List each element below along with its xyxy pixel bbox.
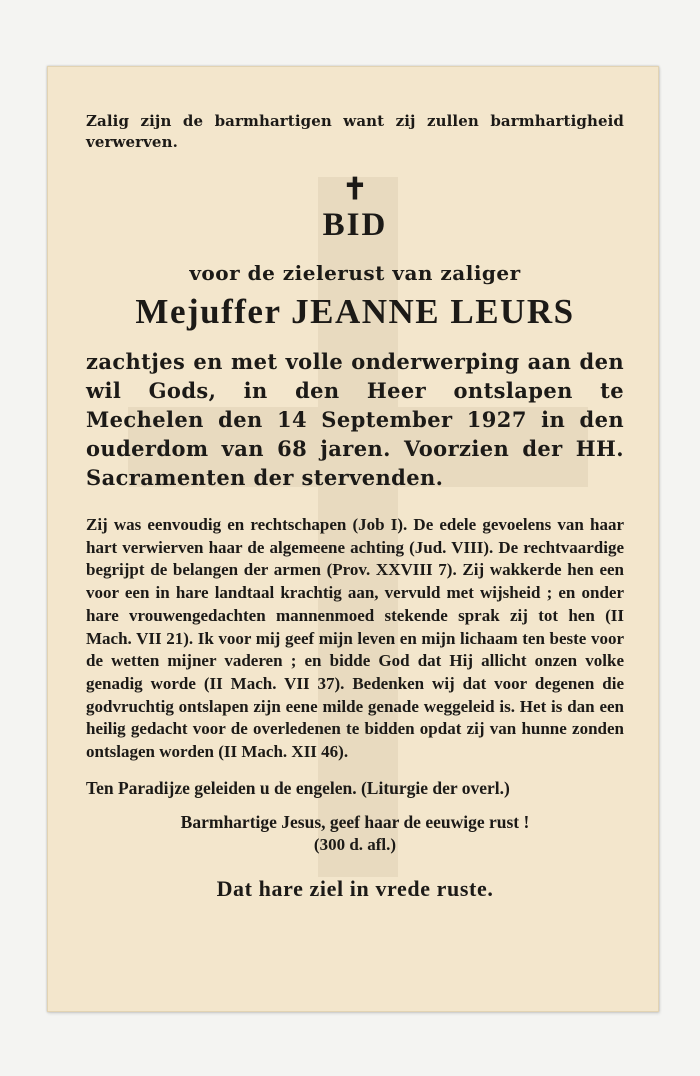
heading-bid: BID <box>322 207 388 243</box>
motto-text: Zalig zijn de barmhartigen want zij zullen barmhartigheid verwerven. <box>86 112 624 151</box>
memorial-card <box>47 66 659 1012</box>
prayer-line: Barmhartige Jesus, geef haar de eeuwige rust ! <box>180 811 530 832</box>
indulgence-line: (300 d. afl.) <box>313 834 397 854</box>
cross-icon: ✝ <box>342 172 368 207</box>
intro-line: voor de zielerust van zaliger <box>189 261 521 285</box>
closing-line: Dat hare ziel in vrede ruste. <box>216 875 494 901</box>
liturgy-line: Ten Paradijze geleiden u de engelen. (Liturgie der overl.) <box>86 777 510 798</box>
deceased-name: Mejuffer JEANNE LEURS <box>135 292 575 331</box>
card-content <box>86 111 624 904</box>
death-notice-text: zachtjes en met volle onderwerping aan den wil Gods, in den Heer ontslapen te Mechelen den 14 September 1927 in den ouderdom van 68 jaren. Voorzien der HH. Sacramenten der stervenden. <box>86 349 624 490</box>
biography-text: Zij was eenvoudig en rechtschapen (Job I). De edele gevoelens van haar hart verwierven haar de algemeene achting (Jud. VIII). De rechtvaardige begrijpt de belangen der armen (Prov. XXVIII 7). Zij wakkerde hen een voor een in hare landtaal krachtig aan, vervuld met wijsheid ; en onder hare vrouwengedachten mannenmoed stekende sprak zij tot hen (II Mach. VII 21). Ik voor mij geef mijn leven en mijn lichaam ten beste voor de wetten mijner vaderen ; en bidde God dat Hij allicht onzen volke genadig worde (II Mach. VII 37). Bedenken wij dat voor degenen die godvruchtig ontslapen zijn eene milde genade weggeleid is. Het is dan een heilig gedacht voor de overledenen te bidden opdat zij van hunne zonden ontslagen worden (II Mach. XII 46). <box>86 515 624 762</box>
